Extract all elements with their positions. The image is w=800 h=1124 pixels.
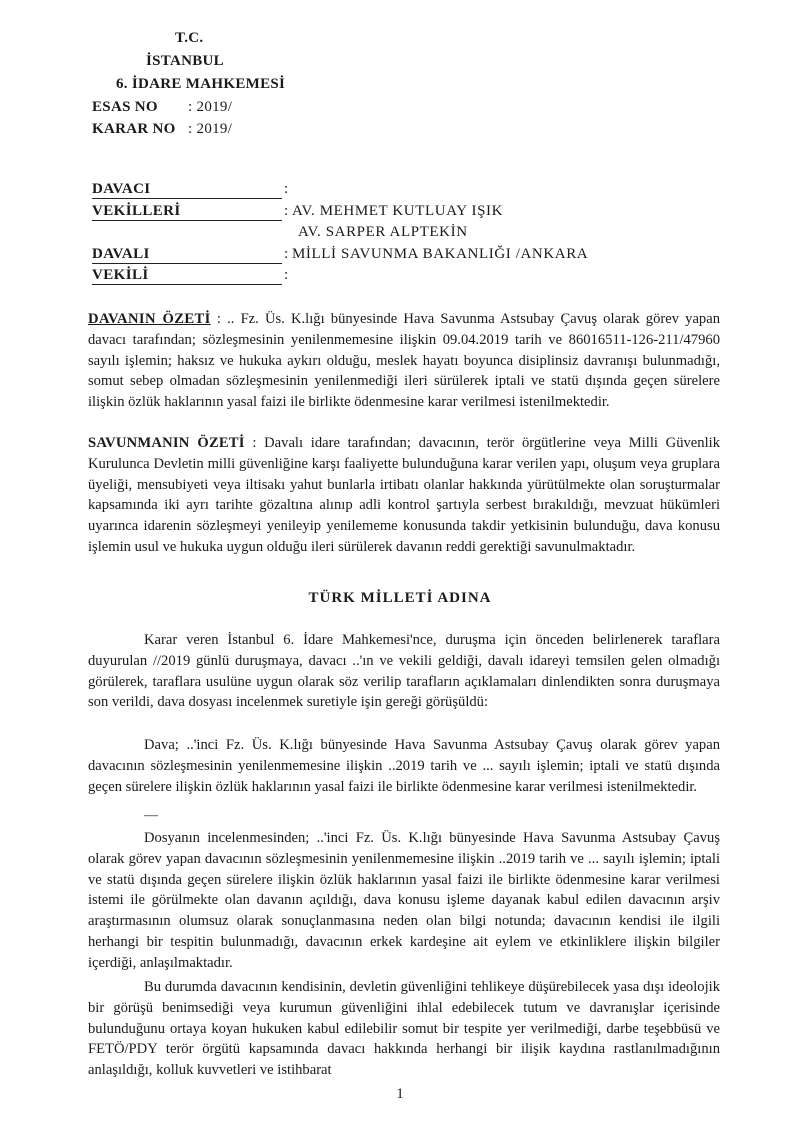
body-paragraph-1: Karar veren İstanbul 6. İdare Mahkemesi'nce, duruşma için önceden belirlenerek taraflara duyurulan //2019 günlü duruşmaya, davacı ..'ın ve vekili geldiği, davalı idareyi temsilen gelen olmadığı görülerek, taraflara usulüne uygun olarak söz verilip tarafların açıklamaları dinlendikten sonra duruşmaya son verildi, dava dosyası incelenmek suretiyle işin gereği görüşüldü: xyxy=(88,632,720,711)
header-esas-label: ESAS NO xyxy=(92,99,158,115)
party-value: AV. MEHMET KUTLUAY IŞIK xyxy=(292,203,504,219)
header-esas-value: : 2019/ xyxy=(188,99,233,115)
page-number: 1 xyxy=(396,1086,404,1102)
davanin-ozeti-paragraph xyxy=(88,309,720,413)
party-colon: : xyxy=(284,267,289,283)
header-court: 6. İDARE MAHKEMESİ xyxy=(116,76,286,92)
separator-dash: — xyxy=(144,808,158,823)
body-paragraph-2: Dava; ..'inci Fz. Üs. K.lığı bünyesinde Hava Savunma Astsubay Çavuş olarak görev yapan davacının sözleşmesinin yenilenmemesine ilişkin ..2019 tarih ve ... sayılı işlemin; iptali ve statü dışında geçen sürelere ilişkin özlük haklarının yasal faizi ile birlikte ödenmesine karar verilmesi istenilmektedir. xyxy=(88,737,720,795)
party-label: DAVALI xyxy=(92,246,282,264)
party-value: MİLLİ SAVUNMA BAKANLIĞI /ANKARA xyxy=(292,246,589,262)
davanin-ozeti-label: DAVANIN ÖZETİ xyxy=(88,311,211,327)
body-paragraph-4: Bu durumda davacının kendisinin, devletin güvenliğini tehlikeye düşürebilecek yasa dışı ideolojik bir görüşü benimsediği veya kurumun güvenliğini ihlal edebilecek tutum ve davranışlar içerisinde bulunduğunu ortaya koyan hukuken kabul edilebilir somut bir tespite yer verilmediği, darbe teşebbüsü ve FETÖ/PDY terör örgütü kapsamında davacı hakkında herhangi bir ilişik kaydına rastlanılmadığının anlaşıldığı, kolluk kuvvetleri ve istihbarat xyxy=(88,979,720,1079)
header-tc: T.C. xyxy=(175,30,204,46)
body-paragraph-3: Dosyanın incelenmesinden; ..'inci Fz. Üs. K.lığı bünyesinde Hava Savunma Astsubay Çavuş olarak görev yapan davacının sözleşmesinin yenilenmemesine ilişkin ..2019 tarih ve ... sayılı işlemin; iptali ve statü dışında geçen sürelere ilişkin özlük haklarının yasal faizi ile birlikte ödenmesine karar verilmesi istemi ile görülmekte olan davanın açıldığı, dava konusu işleme dayanak kabul edilen davacının arşiv araştırmasının olumsuz olarak sonuçlanmasına neden olan bilgi notunda; davacının kendisi ile ilgili herhangi bir tespitin bulunmadığı, davacının erkek kardeşine ait eylem ve etkinliklere ilişkin bilgiler içerdiği, anlaşılmaktadır. xyxy=(88,830,720,971)
party-colon: : xyxy=(284,203,289,219)
header-karar-label: KARAR NO xyxy=(92,121,176,137)
savunma-ozeti-label: SAVUNMANIN ÖZETİ xyxy=(88,435,245,451)
party-label: DAVACI xyxy=(92,181,282,199)
party-colon: : xyxy=(284,246,289,262)
party-label: VEKİLLERİ xyxy=(92,203,282,221)
party-colon: : xyxy=(284,181,289,197)
savunma-ozeti-text: : Davalı idare tarafından; davacının, terör örgütlerine veya Milli Güvenlik Kurulunca Devletin milli güvenliğine karşı faaliyette bulunduğuna karar verilen yapı, oluşum veya gruplara üyeliği, mensubiyeti veya iltisakı yahut bunlarla irtibatı olanlar hakkında yürütülmekte olan soruşturmalar kapsamında iki ayrı tarihte gözaltına alınıp adli kontrol şartıyla serbest bırakıldığı, mevzuat hükümleri uyarınca idarenin sözleşmeyi yenileyip yenilememe konusunda takdir yetkisinin bulunduğu, dava konusu işlemin usul ve hukuka uygun olduğu ileri sürülerek davanın reddi gerektiği savunulmaktadır. xyxy=(88,435,720,555)
davanin-ozeti-text: : .. Fz. Üs. K.lığı bünyesinde Hava Savunma Astsubay Çavuş olarak görev yapan davacı tarafından; sözleşmesinin yenilenmemesine ilişkin 09.04.2019 tarih ve 86016511-126-211/47960 sayılı işlemin; haksız ve hukuka aykırı olduğu, meslek hayatı boyunca disiplinsiz davranışı bulunmadığı, somut sebep olmadan sözleşmesinin yenilenmediği ileri sürülerek iptali ve statü dışında geçen sürelere ilişkin özlük haklarının yasal faizi ile birlikte ödenmesine karar verilmesi istenilmektedir. xyxy=(88,311,720,411)
party-label: VEKİLİ xyxy=(92,267,282,285)
header-karar-value: : 2019/ xyxy=(188,121,233,137)
section-title: TÜRK MİLLETİ ADINA xyxy=(308,590,492,606)
party-value: AV. SARPER ALPTEKİN xyxy=(298,224,468,240)
savunma-ozeti-paragraph xyxy=(88,433,720,558)
header-city: İSTANBUL xyxy=(146,53,224,69)
